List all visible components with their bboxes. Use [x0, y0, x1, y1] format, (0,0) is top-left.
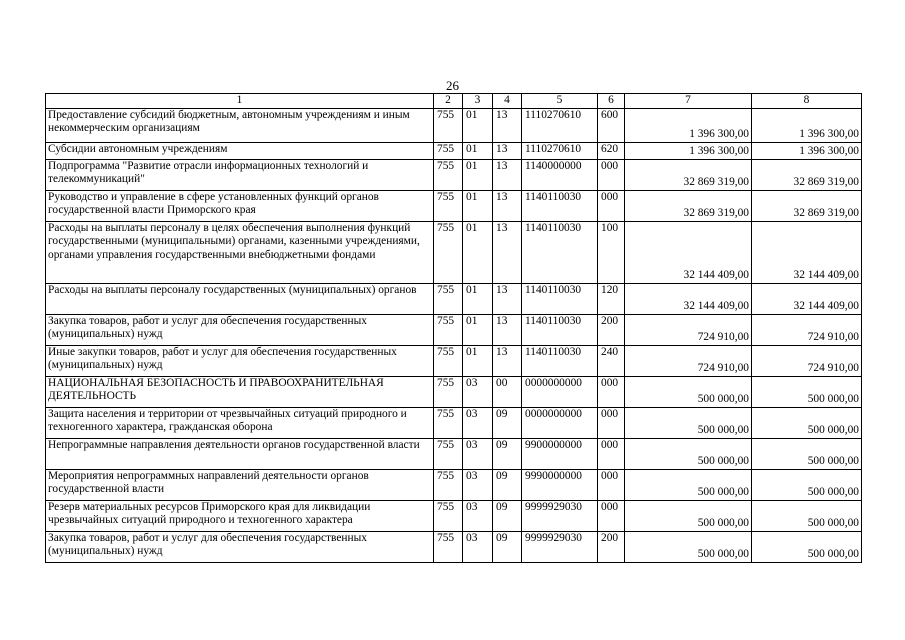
budget-table	[45, 93, 862, 563]
subsection-code-cell: 13	[493, 159, 522, 190]
table-row	[46, 190, 862, 221]
amount-cell: 500 000,00	[752, 407, 862, 438]
expense-type-cell: 100	[598, 221, 625, 283]
row-name-cell: Расходы на выплаты персоналу государственных (муниципальных) органов	[46, 283, 434, 314]
amount-cell: 500 000,00	[625, 531, 752, 562]
column-header: 5	[522, 94, 598, 109]
section-code-cell: 01	[463, 142, 493, 159]
subsection-code-cell: 09	[493, 438, 522, 469]
subsection-code-cell: 13	[493, 345, 522, 376]
table-row	[46, 469, 862, 500]
row-name-cell: Предоставление субсидий бюджетным, автономным учреждениям и иным некоммерческим организациям	[46, 108, 434, 142]
row-name-cell: Закупка товаров, работ и услуг для обеспечения государственных (муниципальных) нужд	[46, 531, 434, 562]
ministry-code-cell: 755	[434, 159, 463, 190]
ministry-code-cell: 755	[434, 221, 463, 283]
ministry-code-cell: 755	[434, 438, 463, 469]
amount-cell: 724 910,00	[752, 314, 862, 345]
amount-cell: 32 869 319,00	[752, 159, 862, 190]
column-number-header-row	[46, 94, 862, 109]
section-code-cell: 03	[463, 469, 493, 500]
table-row	[46, 142, 862, 159]
row-name-cell: Субсидии автономным учреждениям	[46, 142, 434, 159]
amount-cell: 724 910,00	[625, 345, 752, 376]
column-header: 7	[625, 94, 752, 109]
row-name-cell: Непрограммные направления деятельности органов государственной власти	[46, 438, 434, 469]
section-code-cell: 01	[463, 190, 493, 221]
amount-cell: 500 000,00	[752, 531, 862, 562]
expense-type-cell: 620	[598, 142, 625, 159]
target-article-cell: 0000000000	[522, 376, 598, 407]
expense-type-cell: 240	[598, 345, 625, 376]
ministry-code-cell: 755	[434, 407, 463, 438]
amount-cell: 500 000,00	[625, 407, 752, 438]
table-row	[46, 407, 862, 438]
subsection-code-cell: 13	[493, 142, 522, 159]
target-article-cell: 9999929030	[522, 500, 598, 531]
expense-type-cell: 000	[598, 159, 625, 190]
section-code-cell: 03	[463, 407, 493, 438]
section-code-cell: 01	[463, 283, 493, 314]
subsection-code-cell: 13	[493, 314, 522, 345]
section-code-cell: 03	[463, 438, 493, 469]
target-article-cell: 1140000000	[522, 159, 598, 190]
ministry-code-cell: 755	[434, 283, 463, 314]
ministry-code-cell: 755	[434, 531, 463, 562]
amount-cell: 500 000,00	[625, 469, 752, 500]
target-article-cell: 1140110030	[522, 283, 598, 314]
amount-cell: 500 000,00	[752, 438, 862, 469]
expense-type-cell: 000	[598, 407, 625, 438]
expense-type-cell: 000	[598, 190, 625, 221]
subsection-code-cell: 13	[493, 221, 522, 283]
target-article-cell: 1110270610	[522, 108, 598, 142]
table-row	[46, 531, 862, 562]
expense-type-cell: 000	[598, 500, 625, 531]
amount-cell: 1 396 300,00	[752, 142, 862, 159]
target-article-cell: 0000000000	[522, 407, 598, 438]
page-number: 26	[446, 78, 459, 93]
subsection-code-cell: 09	[493, 531, 522, 562]
section-code-cell: 03	[463, 531, 493, 562]
amount-cell: 32 144 409,00	[752, 221, 862, 283]
amount-cell: 500 000,00	[752, 469, 862, 500]
expense-type-cell: 600	[598, 108, 625, 142]
amount-cell: 500 000,00	[752, 500, 862, 531]
expense-type-cell: 120	[598, 283, 625, 314]
table-row	[46, 159, 862, 190]
subsection-code-cell: 13	[493, 108, 522, 142]
expense-type-cell: 000	[598, 376, 625, 407]
ministry-code-cell: 755	[434, 469, 463, 500]
subsection-code-cell: 13	[493, 283, 522, 314]
amount-cell: 1 396 300,00	[625, 108, 752, 142]
target-article-cell: 1110270610	[522, 142, 598, 159]
table-row	[46, 314, 862, 345]
ministry-code-cell: 755	[434, 376, 463, 407]
target-article-cell: 1140110030	[522, 221, 598, 283]
row-name-cell: Закупка товаров, работ и услуг для обеспечения государственных (муниципальных) нужд	[46, 314, 434, 345]
amount-cell: 500 000,00	[625, 438, 752, 469]
section-code-cell: 01	[463, 159, 493, 190]
table-row	[46, 108, 862, 142]
subsection-code-cell: 00	[493, 376, 522, 407]
row-name-cell: Подпрограмма "Развитие отрасли информационных технологий и телекоммуникаций"	[46, 159, 434, 190]
amount-cell: 724 910,00	[752, 345, 862, 376]
ministry-code-cell: 755	[434, 500, 463, 531]
section-code-cell: 01	[463, 108, 493, 142]
amount-cell: 724 910,00	[625, 314, 752, 345]
column-header: 4	[493, 94, 522, 109]
section-code-cell: 01	[463, 314, 493, 345]
amount-cell: 1 396 300,00	[752, 108, 862, 142]
row-name-cell: Руководство и управление в сфере установленных функций органов государственной власти Приморского края	[46, 190, 434, 221]
column-header: 8	[752, 94, 862, 109]
expense-type-cell: 200	[598, 314, 625, 345]
amount-cell: 32 144 409,00	[625, 283, 752, 314]
row-name-cell: Мероприятия непрограммных направлений деятельности органов государственной власти	[46, 469, 434, 500]
target-article-cell: 9990000000	[522, 469, 598, 500]
target-article-cell: 1140110030	[522, 314, 598, 345]
ministry-code-cell: 755	[434, 108, 463, 142]
amount-cell: 32 869 319,00	[625, 159, 752, 190]
target-article-cell: 9999929030	[522, 531, 598, 562]
subsection-code-cell: 13	[493, 190, 522, 221]
target-article-cell: 1140110030	[522, 345, 598, 376]
expense-type-cell: 200	[598, 531, 625, 562]
column-header: 6	[598, 94, 625, 109]
subsection-code-cell: 09	[493, 500, 522, 531]
amount-cell: 500 000,00	[625, 500, 752, 531]
column-header: 1	[46, 94, 434, 109]
column-header: 3	[463, 94, 493, 109]
table-row	[46, 500, 862, 531]
ministry-code-cell: 755	[434, 142, 463, 159]
table-row	[46, 283, 862, 314]
column-header: 2	[434, 94, 463, 109]
amount-cell: 500 000,00	[752, 376, 862, 407]
row-name-cell: Иные закупки товаров, работ и услуг для обеспечения государственных (муниципальных) нужд	[46, 345, 434, 376]
section-code-cell: 03	[463, 500, 493, 531]
row-name-cell: НАЦИОНАЛЬНАЯ БЕЗОПАСНОСТЬ И ПРАВООХРАНИТЕЛЬНАЯ ДЕЯТЕЛЬНОСТЬ	[46, 376, 434, 407]
expense-type-cell: 000	[598, 438, 625, 469]
amount-cell: 32 144 409,00	[752, 283, 862, 314]
amount-cell: 32 869 319,00	[625, 190, 752, 221]
section-code-cell: 03	[463, 376, 493, 407]
row-name-cell: Расходы на выплаты персоналу в целях обеспечения выполнения функций государственными (муниципальными) органами, казенными учреждениями, органами управления государственными внебюджетными фондами	[46, 221, 434, 283]
table-row	[46, 376, 862, 407]
amount-cell: 32 869 319,00	[752, 190, 862, 221]
expense-type-cell: 000	[598, 469, 625, 500]
subsection-code-cell: 09	[493, 407, 522, 438]
ministry-code-cell: 755	[434, 314, 463, 345]
amount-cell: 500 000,00	[625, 376, 752, 407]
row-name-cell: Защита населения и территории от чрезвычайных ситуаций природного и техногенного характера, гражданская оборона	[46, 407, 434, 438]
table-row	[46, 221, 862, 283]
table-row	[46, 438, 862, 469]
target-article-cell: 1140110030	[522, 190, 598, 221]
section-code-cell: 01	[463, 221, 493, 283]
amount-cell: 32 144 409,00	[625, 221, 752, 283]
table-row	[46, 345, 862, 376]
subsection-code-cell: 09	[493, 469, 522, 500]
ministry-code-cell: 755	[434, 345, 463, 376]
row-name-cell: Резерв материальных ресурсов Приморского края для ликвидации чрезвычайных ситуаций природного и техногенного характера	[46, 500, 434, 531]
section-code-cell: 01	[463, 345, 493, 376]
target-article-cell: 9900000000	[522, 438, 598, 469]
ministry-code-cell: 755	[434, 190, 463, 221]
amount-cell: 1 396 300,00	[625, 142, 752, 159]
